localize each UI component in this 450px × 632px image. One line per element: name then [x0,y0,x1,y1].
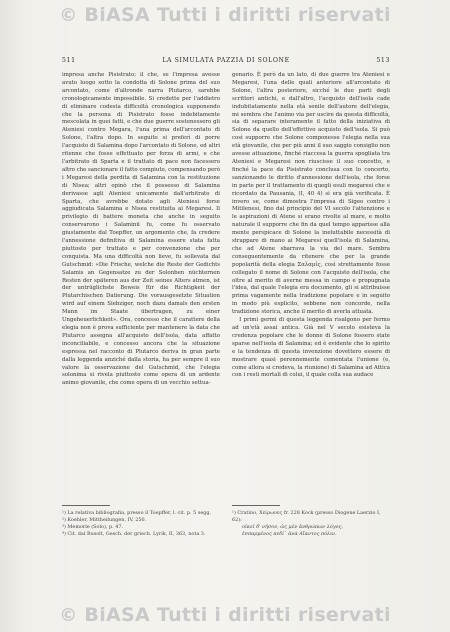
chapter-title: LA SIMULATA PAZZIA DI SOLONE [162,57,290,64]
page-number-left: 511 [62,57,76,64]
page-number-right: 513 [376,57,390,64]
watermark-text: BiASA Tutti i diritti riservati [84,604,391,626]
footnote: ⁴) Cit. dal Busolt, Gesch. der griech. Lyrik, II, 363, nota 3. [62,531,206,537]
footnote: ³) Memorie (Solo), p. 47. [62,524,124,530]
watermark-bottom [0,604,450,626]
footnote-rule-right [232,505,280,506]
running-header [62,57,390,67]
footnotes-right [232,510,390,538]
left-column-text: impresa anche Pisistrato; il che, se l'impresa avesse avuto luogo sotto la condotta di Solone prima del suo arcontato, come d'altronde narra Plutarco, sarebbe cronologicamente impossibile. Si credette per l'addietro di eliminare codesta difficoltà cronologica supponendo che la persona di Pisistrato fosse indebitamente mescolata in quei fatti, e che due guerre sostenessero gli Ateniesi contro Megara, l'una prima dell'arcontato di Solone, l'altra dopo. In seguito si preferì di porre l'acquisto di Salamina dopo l'arcontato di Solone, ed altri ritenne che fosse effettuato per forza di armi, e che l'arbitrato di Sparta e il trattato di pace non facessero altro che sancionare il fatto compiuto, compensando però i Megaresi della perdita di Salamina con la restituzione di Nisea; altri opinò che il possesso di Salamina derivasse agli Ateniesi unicamente dall'arbitrato di Sparta, che avrebbe dotato agli Ateniesi forse aggiudicata Salamina e Nisea restituita ai Megaresi. Il privilegio di battere moneta che anche in seguito conservarono i Salaminii fu, come fu osservato giustamente dal Toepffer, un argomento che, fa credere l'annessione definitiva di Salamina essere stata fatta piuttosto per trattato e per convenzione che per conquista. Ma una difficoltà non lieve, fu sollevata dal Gutschmid: «Die Frische, welche die Reste der Gedichts Salamis an Gegensatze zu der Solonben nüchternen Resten der späteren aus der Zeit seines Alters atmen, ist der untrüglichste Beweis für die Richtigkeit der Plutarchischen Datierung. Die vorausgesetzte Situation wird auf einem Siebziger, noch dazu damals den ersten Mann im Staate übertragen, zu einer Ungeheuerlichkeit». Ora, concesso che il carattere della elegia non è prova sufficiente per mantenere la data che Plutarco assegna all'acquisto dell'isola, data affatto inconciliabile, e concesso ancora che la situazione espressa nel racconto di Plutarco deriva in gran parte dalla leggenda anziché dalla storia, ha per sempre il suo valore la osservazione del Gutschmid, che l'elegia solonima si rivela piuttosto come opera di un ardente animo giovanile, che come opera di un vecchio settua- [62,72,222,387]
footnote: ¹) Cratino, Χείρωνες fr. 228 Kock (presso Diogene Laerzio I, 62): [232,510,381,523]
watermark-text: BiASA Tutti i diritti riservati [84,4,391,26]
greek-quote-line: οἰκεῖ δ' νῆσον, ὡς μὲν ἀνθρώπων λόγος, [242,524,343,530]
footnote: ²) Koehler, Mittheilungen, IV, 250. [62,517,147,523]
right-column-text: genario. È però da un lato, di due guerre tra Ateniesi e Megaresi, l'una delle quali anteriore all'arcontato di Solone, l'altra posteriore, sicché le due parti degli scrittori antichi, e dall'altro, l'acquisto dell'isola cade indubitatamente nella età senile dell'autore dell'elegia, mi sembra che l'animo via per uscire da questa difficoltà, sia di separare interamente il fatto della iniziativa di Solone da quello dell'effettivo acquisto dell'isola. Si può così supporre che Solone componesse l'elegia nella sua età giovanile, che per più anni il suo saggio consiglio non avesse attuazione, finché riaccesa la guerra spogliata tra Ateniesi e Megaresi non riuscisse il suo concetto, e finché la pace da Pisistrato conclusa con lo concerto, sanzionando le diritto d'annessione dell'isola, che forse in parte per il trattamento di quegli esuli megaresi che e ricordato da Pausania, (I, 40 4) si era già verificata. È invero se, come dimostra l'impresa di Sigeo contro i Mitilenesi, fino dal principio del VI secolo l'attenzione e le aspirazioni di Atene si erano rivolte al mare, e molto naturale il supporre che fin da quel tempo apparisse alla mente perspicace di Solone la ineluttabile necessità di strappare di mano ai Megaresi quell'isola di Salamina, che ad Atene sbarrava la via del mare. Sembra conseguentemente da ritenere che per la grande popolarità della elegia Σαλαμίς, così strettamente fosse collegato il nome di Solone con l'acquisto dell'isola, che oltre al merito di averne messa in campo e propugnata l'idea, dal quale l'elegia era documento, gli si attribuisse prima vagamente nella tradizione popolare e in seguito in modo più esplicito, sebbene non concorde, nella tradizione storica, anche il merito di averla attuata. I primi germi di questa leggenda risalgono per fermo ad un'età assai antica. Già nel V secolo esisteva la credenza popolare che le donne di Solone fossero state sparse nell'isola di Salamina; ed è evidente che lo spirito e la tendenza di questa invenzione dovettero essere di mostrare quasi perennemente cementata l'unione (e, come allora si credeva, la riunione) di Salamina ad Attica con i resti mortali di colui, il quale colla sua audace [232,72,390,379]
greek-quote-line: ἐσπαρμένος πεδί᾽ ἀνὰ Αἴαντος πόλιν. [242,531,337,537]
footnote-rule-left [62,505,110,506]
copyright-icon: © [59,605,78,626]
footnotes-left [62,510,220,538]
watermark-top [0,4,450,26]
footnote: ¹) La relativa bibliografia, presso il Toepffer, l. cit. p. 5 segg. [62,510,212,516]
copyright-icon: © [59,5,78,26]
